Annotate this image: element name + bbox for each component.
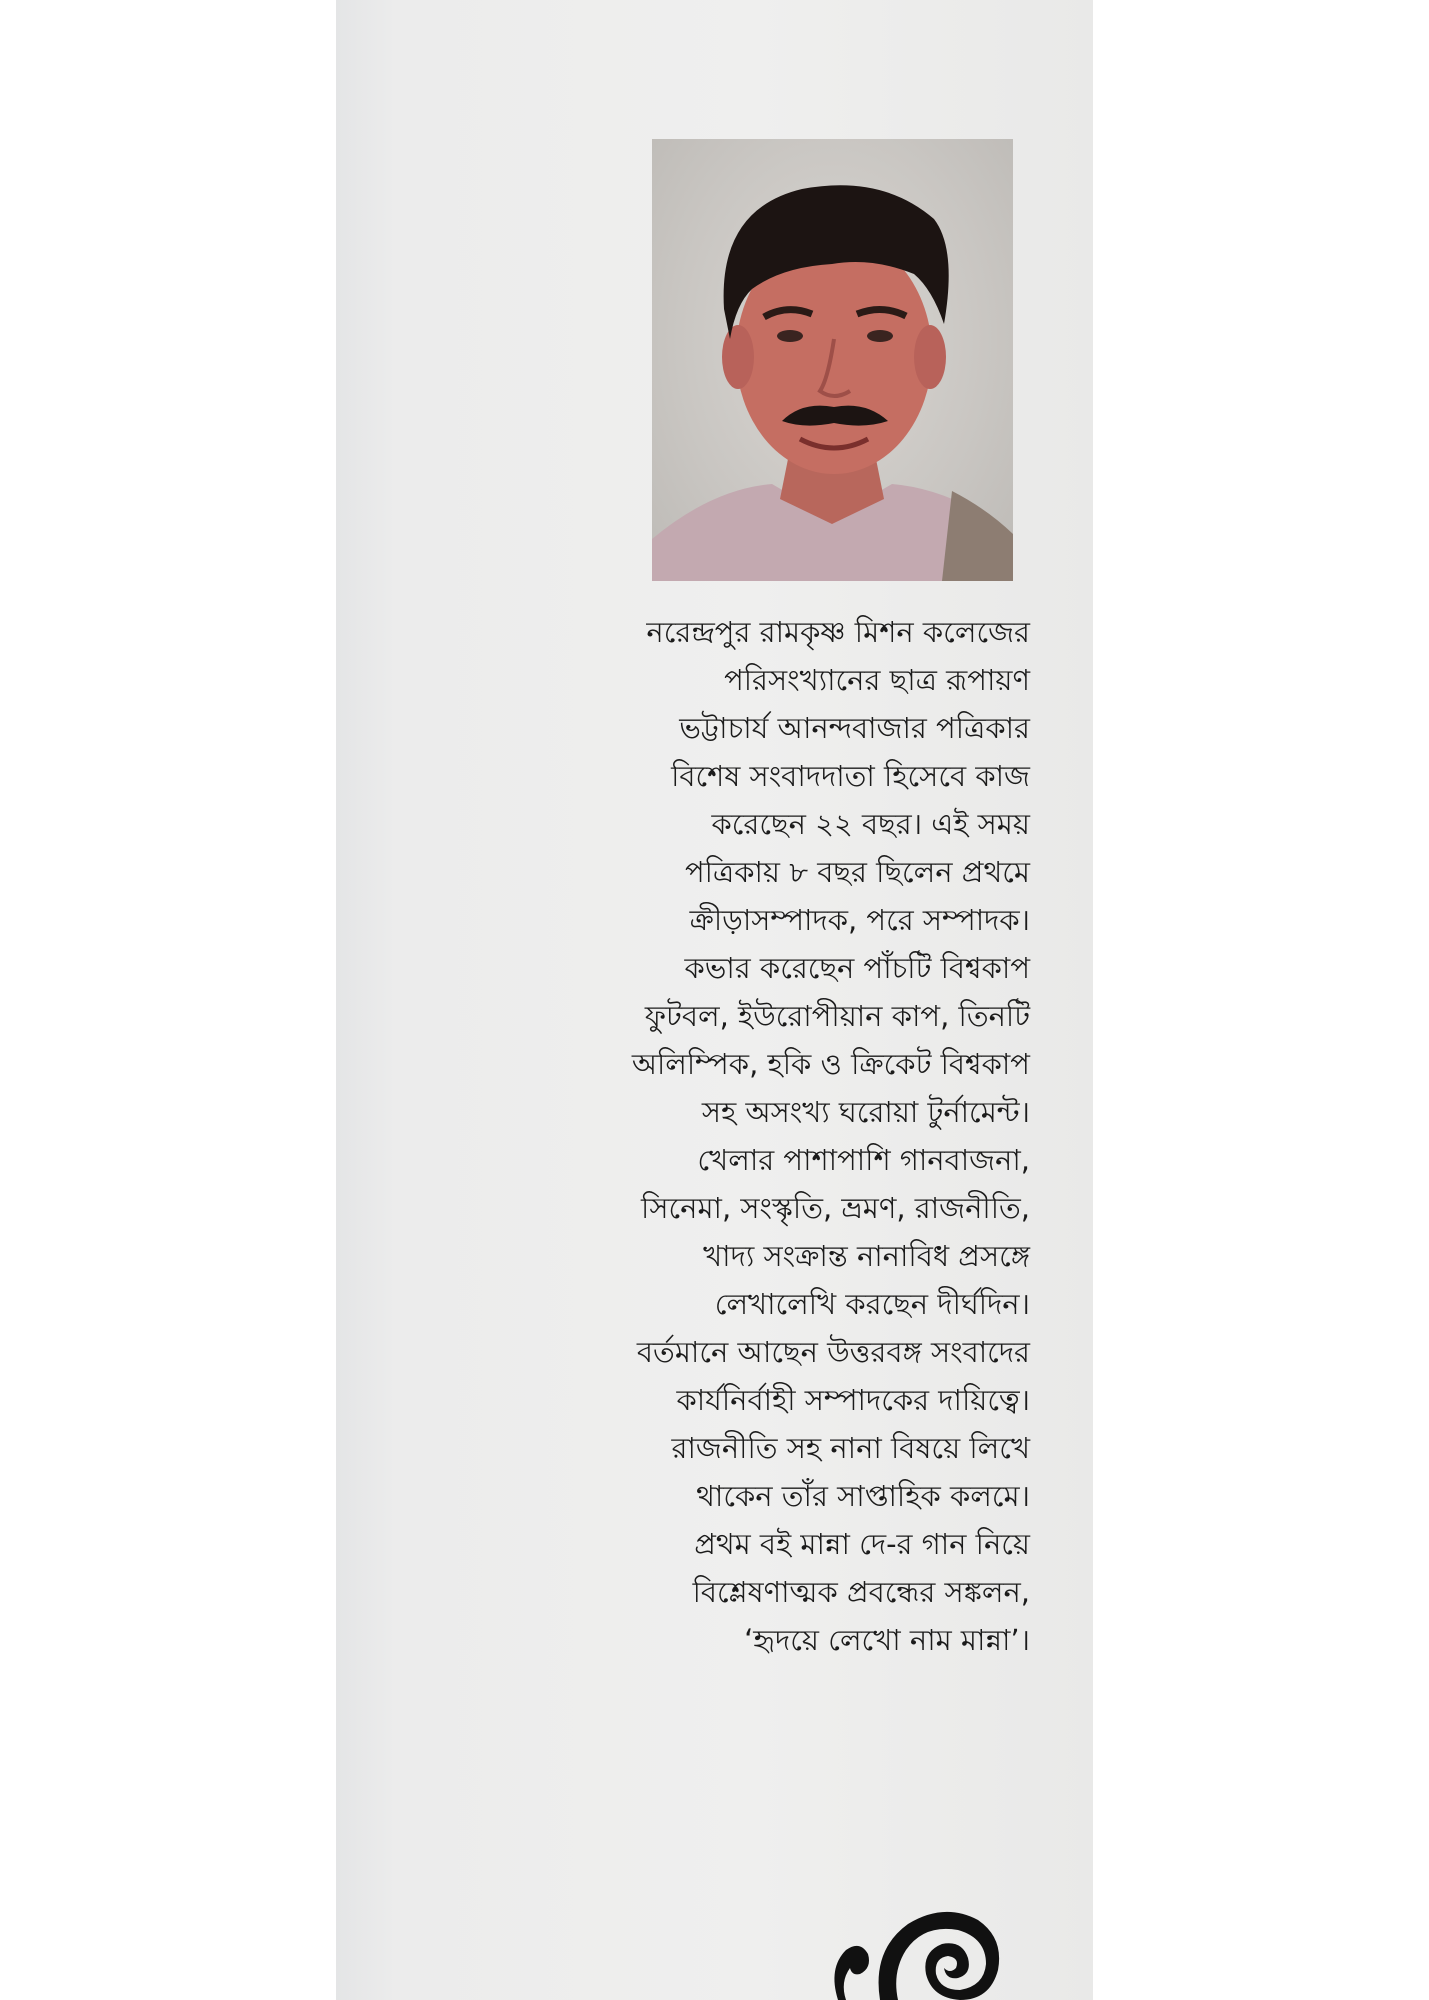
swirl-logo-icon [820,1850,1010,2000]
bio-line: পত্রিকায় ৮ বছর ছিলেন প্রথমে [684,855,1030,889]
bio-line: কভার করেছেন পাঁচটি বিশ্বকাপ [684,951,1030,985]
author-photo [652,139,1013,581]
bio-line: ভট্টাচার্য আনন্দবাজার পত্রিকার [679,711,1030,745]
bio-line: নরেন্দ্রপুর রামকৃষ্ণ মিশন কলেজের [646,615,1030,649]
bio-line: সহ অসংখ্য ঘরোয়া টুর্নামেন্ট। [701,1095,1030,1129]
bio-line: সিনেমা, সংস্কৃতি, ভ্রমণ, রাজনীতি, [641,1191,1030,1225]
bio-line: প্রথম বই মান্না দে-র গান নিয়ে [694,1527,1030,1561]
bio-line: থাকেন তাঁর সাপ্তাহিক কলমে। [696,1479,1030,1513]
bio-line: পরিসংখ্যানের ছাত্র রূপায়ণ [724,663,1030,697]
bio-line: কার্যনির্বাহী সম্পাদকের দায়িত্বে। [676,1383,1030,1417]
publisher-logo [820,1850,1010,2000]
bio-line: করেছেন ২২ বছর। এই সময় [711,807,1030,841]
author-photo-illustration [652,139,1013,581]
bio-line: রাজনীতি সহ নানা বিষয়ে লিখে [671,1431,1030,1465]
bio-line: খেলার পাশাপাশি গানবাজনা, [697,1143,1030,1177]
bio-line: বর্তমানে আছেন উত্তরবঙ্গ সংবাদের [636,1335,1030,1369]
bio-line: ‘হৃদয়ে লেখো নাম মান্না’। [744,1623,1030,1657]
bio-line: ক্রীড়াসম্পাদক, পরে সম্পাদক। [689,903,1030,937]
author-bio [560,608,1030,1664]
bio-line: খাদ্য সংক্রান্ত নানাবিধ প্রসঙ্গে [703,1239,1030,1273]
bio-line: অলিম্পিক, হকি ও ক্রিকেট বিশ্বকাপ [631,1047,1030,1081]
bio-line: লেখালেখি করছেন দীর্ঘদিন। [714,1287,1030,1321]
bio-line: বিশেষ সংবাদদাতা হিসেবে কাজ [671,759,1030,793]
bio-line: বিশ্লেষণাত্মক প্রবন্ধের সঙ্কলন, [692,1575,1030,1609]
bio-line: ফুটবল, ইউরোপীয়ান কাপ, তিনটি [644,999,1030,1033]
